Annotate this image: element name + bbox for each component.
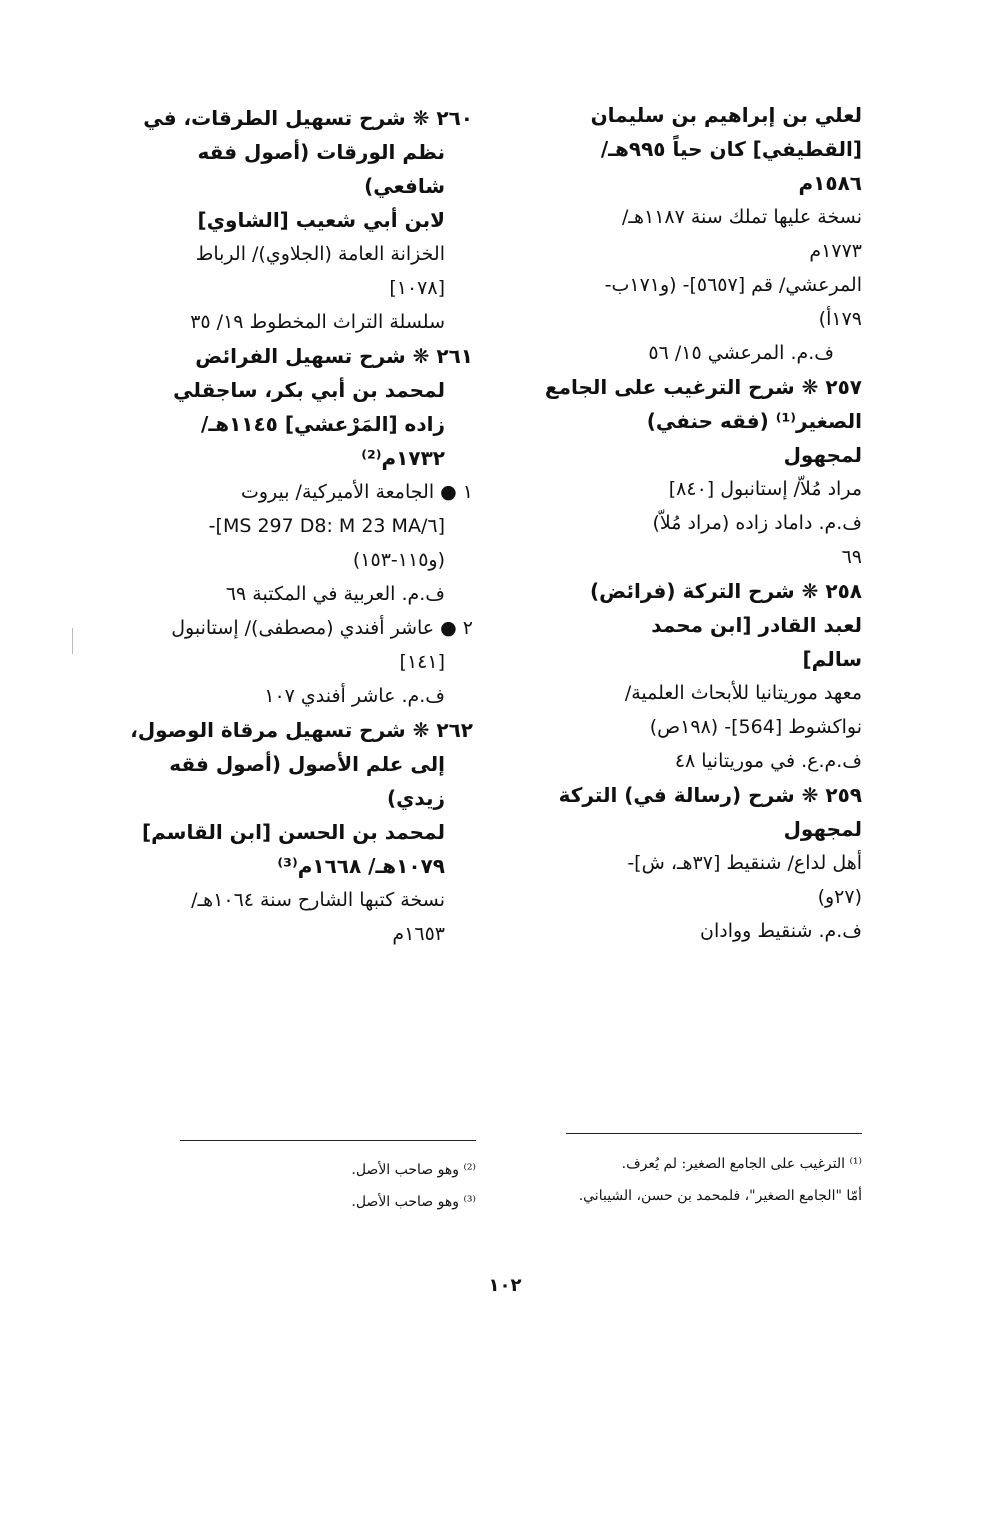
right-column-line: لمجهول [783,817,862,841]
left-column-line: ١ ● الجامعة الأميركية/ بيروت [240,481,473,503]
left-column-line: الخزانة العامة (الجلاوي)/ الرباط [195,243,445,265]
left-column-line: [١٠٧٨] [389,277,445,299]
page-number: ١٠٢ [488,1275,522,1296]
right-column-line: ف.م.ع. في موريتانيا ٤٨ [674,750,862,772]
left-column-line: زيدي) [386,786,445,810]
right-column-line: أهل لداع/ شنقيط [٣٧هـ، ش]- [627,852,862,874]
left-column-line: ١٦٥٣م [392,923,445,945]
left-column-line: إلى علم الأصول (أصول فقه [169,752,445,776]
right-column-line: ١٥٨٦م [798,171,862,195]
right-column-line: ٢٥٧ ❋ شرح الترغيب على الجامع [544,375,862,399]
left-column-line: نسخة كتبها الشارح سنة ١٠٦٤هـ/ [191,889,445,911]
right-column-line: المرعشي/ قم [٥٦٥٧]- (و١٧١ب- [604,274,862,296]
right-column-line: نسخة عليها تملك سنة ١١٨٧هـ/ [622,206,862,228]
left-column-line: سلسلة التراث المخطوط ١٩/ ٣٥ [190,311,445,333]
right-column-line: ف.م. داماد زاده (مراد مُلاّ) [652,512,862,534]
left-column-line: [٦/MS 297 D8: M 23 MA]- [208,515,445,537]
scan-mark [72,628,73,654]
left-column-line: ف.م. عاشر أفندي ١٠٧ [264,685,445,707]
right-column-line: الصغير⁽¹⁾ (فقه حنفي) [646,409,862,433]
right-column-line: (٢٧و) [817,886,862,908]
left-column-line: ١٠٧٩هـ/ ١٦٦٨م⁽³⁾ [277,854,445,878]
left-column-line: شافعي) [364,174,445,198]
left-column-line: ٢٦١ ❋ شرح تسهيل الفرائض [195,344,473,368]
right-column-line: ١٧٩أ) [818,308,862,330]
right-column-line: مراد مُلاّ/ إستانبول [٨٤٠] [668,478,862,500]
right-column-line: لعلي بن إبراهيم بن سليمان [590,103,862,127]
footnote-1-line-2: أمّا "الجامع الصغير"، فلمحمد بن حسن، الشيباني. [578,1188,862,1204]
left-column-line: ف.م. العربية في المكتبة ٦٩ [225,583,445,605]
left-column-line: لمحمد بن الحسن [ابن القاسم] [141,820,445,844]
right-column-line: ٦٩ [841,546,862,568]
left-column-line: لمحمد بن أبي بكر، ساجقلي [173,378,445,402]
right-column-line: ٢٥٨ ❋ شرح التركة (فرائض) [590,579,862,603]
left-column-line: ١٧٣٢م⁽²⁾ [361,446,445,470]
right-column-line: [القطيفي] كان حياً ٩٩٥هـ/ [600,137,862,161]
right-column-line: لمجهول [783,443,862,467]
left-column-line: ٢ ● عاشر أفندي (مصطفى)/ إستانبول [171,617,473,639]
left-column-line: [١٤١] [399,651,445,673]
footnote-2: ⁽²⁾ وهو صاحب الأصل. [351,1162,476,1178]
right-column-line: سالم] [802,647,862,671]
right-column-line: ف.م. المرعشي ١٥/ ٥٦ [648,342,834,364]
right-column-line: ف.م. شنقيط ووادان [700,920,862,942]
right-column-line: نواكشوط [564]- (١٩٨ص) [649,716,862,738]
footnote-3: ⁽³⁾ وهو صاحب الأصل. [351,1194,476,1210]
left-column-line: ٢٦٠ ❋ شرح تسهيل الطرقات، في [143,106,473,130]
right-column-line: ١٧٧٣م [809,240,862,262]
left-column-line: لابن أبي شعيب [الشاوي] [197,208,445,232]
right-column-line: لعبد القادر [ابن محمد [651,613,862,637]
right-column-line: ٢٥٩ ❋ شرح (رسالة في) التركة [558,783,862,807]
footnote-1-line-1: ⁽¹⁾ الترغيب على الجامع الصغير: لم يُعرف. [621,1156,862,1172]
right-column [520,102,862,952]
footnote-rule-right [566,1133,862,1134]
left-column-line: ٢٦٢ ❋ شرح تسهيل مرقاة الوصول، [130,718,473,742]
right-column-line: معهد موريتانيا للأبحاث العلمية/ [624,682,862,704]
left-column-line: (و١١٥-١٥٣) [352,549,445,571]
left-column-line: زاده [المَرْعشي] ١١٤٥هـ/ [201,412,445,436]
footnote-rule-left [180,1140,476,1141]
left-column-line: نظم الورقات (أصول فقه [197,140,445,164]
left-column [130,105,473,955]
